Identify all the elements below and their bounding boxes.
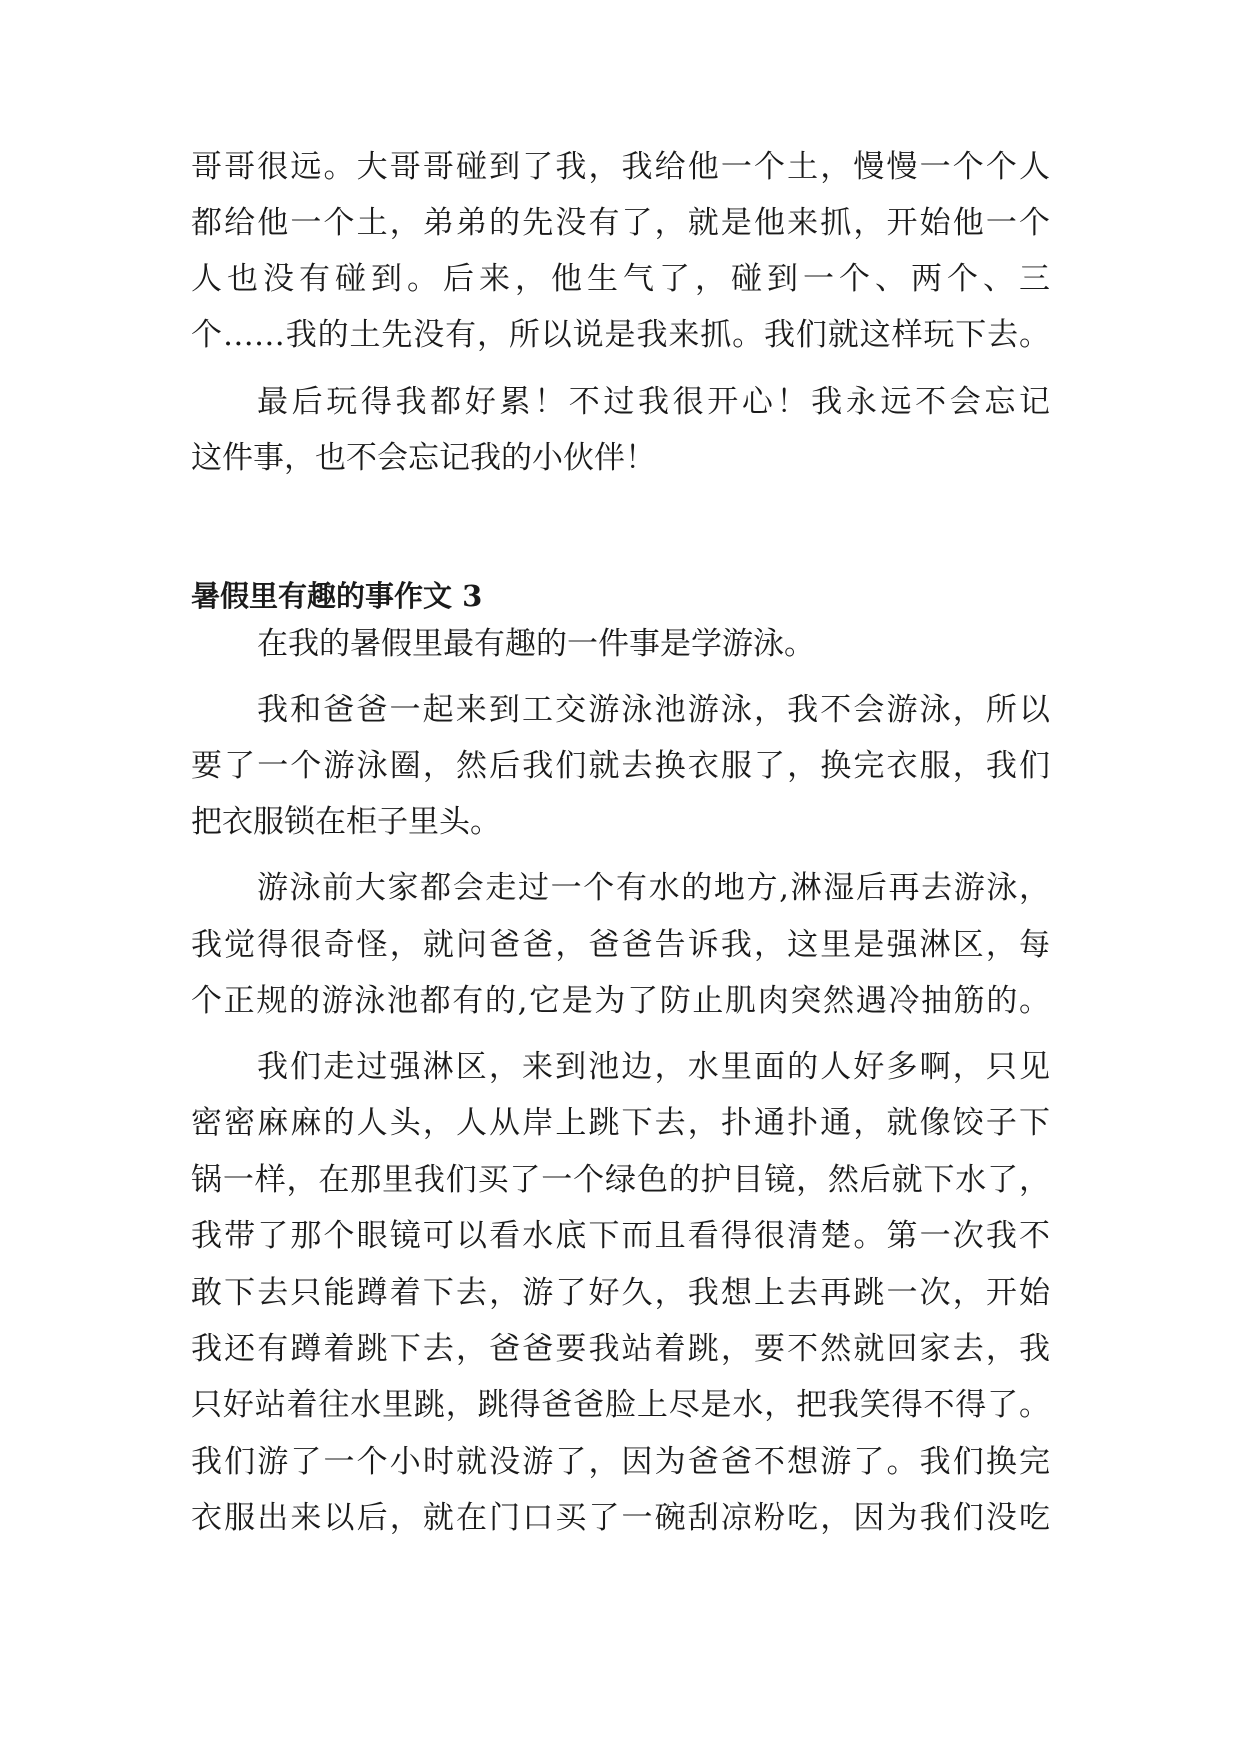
text-line: 个……我的土先没有，所以说是我来抓。我们就这样玩下去。: [191, 317, 1050, 353]
text-line: 衣服出来以后，就在门口买了一碗刮凉粉吃，因为我们没吃: [191, 1500, 1050, 1536]
text-line: 在我的暑假里最有趣的一件事是学游泳。: [257, 626, 815, 662]
text-line: 我还有蹲着跳下去，爸爸要我站着跳，要不然就回家去，我: [191, 1331, 1050, 1367]
text-line: 只好站着往水里跳，跳得爸爸脸上尽是水，把我笑得不得了。: [191, 1387, 1050, 1423]
text-line: 都给他一个土，弟弟的先没有了，就是他来抓，开始他一个: [191, 205, 1050, 241]
text-line: 把衣服锁在柜子里头。: [191, 804, 501, 840]
text-line: 人也没有碰到。后来，他生气了，碰到一个、两个、三: [191, 261, 1050, 297]
text-line: 我们游了一个小时就没游了，因为爸爸不想游了。我们换完: [191, 1444, 1050, 1480]
text-line: 敢下去只能蹲着下去，游了好久，我想上去再跳一次，开始: [191, 1275, 1050, 1311]
essay-heading: 暑假里有趣的事作文 3: [191, 579, 483, 613]
text-line: 我们走过强淋区，来到池边，水里面的人好多啊，只见: [257, 1049, 1050, 1085]
text-line: 我和爸爸一起来到工交游泳池游泳，我不会游泳，所以: [257, 692, 1050, 728]
text-line: 游泳前大家都会走过一个有水的地方,淋湿后再去游泳，: [257, 870, 1050, 906]
text-line: 我带了那个眼镜可以看水底下而且看得很清楚。第一次我不: [191, 1218, 1050, 1254]
text-line: 最后玩得我都好累！不过我很开心！我永远不会忘记: [257, 384, 1050, 420]
text-line: 我觉得很奇怪，就问爸爸，爸爸告诉我，这里是强淋区，每: [191, 927, 1050, 963]
text-line: 要了一个游泳圈，然后我们就去换衣服了，换完衣服，我们: [191, 748, 1050, 784]
text-line: 哥哥很远。大哥哥碰到了我，我给他一个土，慢慢一个个人: [191, 149, 1050, 185]
text-line: 锅一样，在那里我们买了一个绿色的护目镜，然后就下水了，: [191, 1162, 1050, 1198]
text-line: 密密麻麻的人头，人从岸上跳下去，扑通扑通，就像饺子下: [191, 1105, 1050, 1141]
text-line: 个正规的游泳池都有的,它是为了防止肌肉突然遇冷抽筋的。: [191, 983, 1050, 1019]
text-line: 这件事，也不会忘记我的小伙伴！: [191, 440, 656, 476]
